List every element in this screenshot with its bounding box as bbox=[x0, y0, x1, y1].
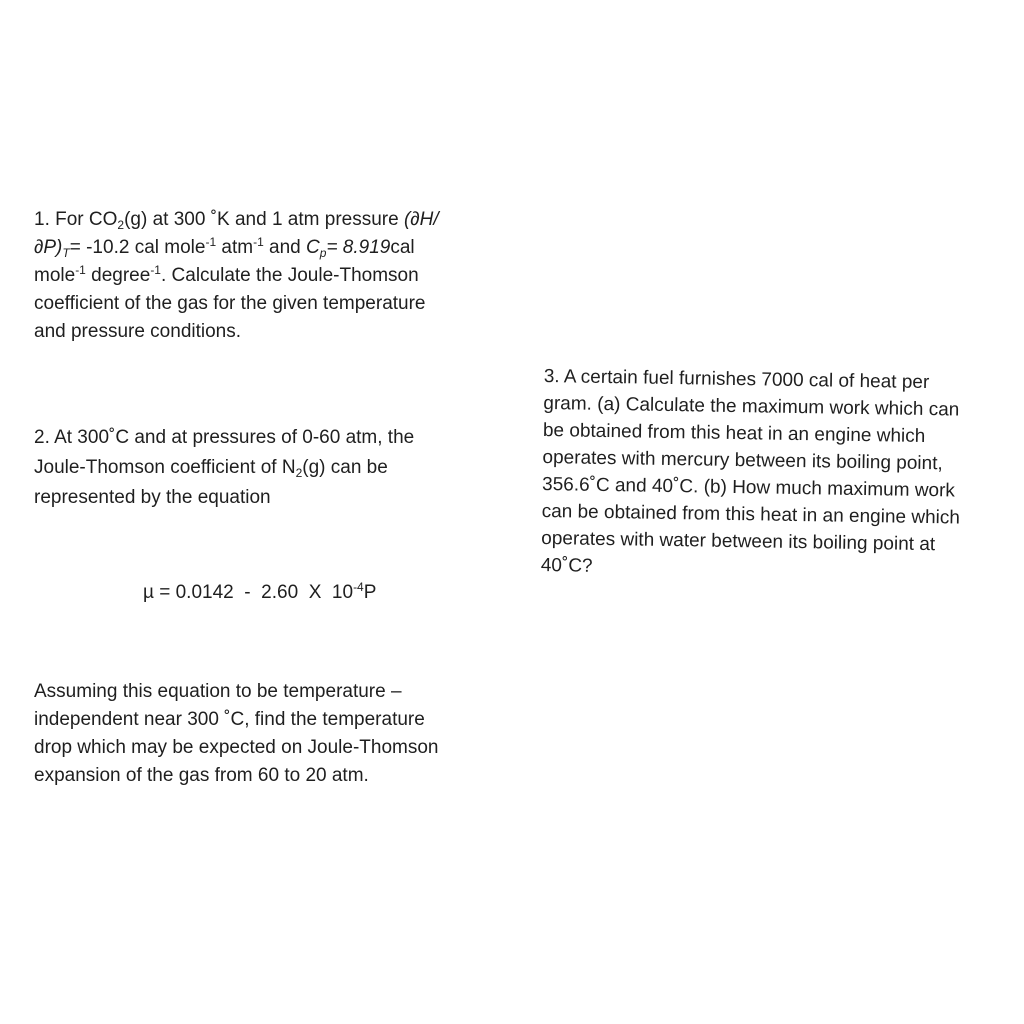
q1-cp-symbol: C bbox=[306, 237, 320, 258]
q3-line-1: 3. A certain fuel furnishes 7000 cal of heat per bbox=[543, 365, 930, 394]
q3-line-4: operates with mercury between its boiling point, bbox=[542, 446, 943, 475]
q1-subscript: 2 bbox=[117, 218, 125, 232]
q1-superscript: -1 bbox=[150, 263, 161, 277]
equation-text: P bbox=[363, 582, 377, 603]
q1-subscript: T bbox=[62, 246, 70, 260]
q3-line-7: operates with water between its boiling point at bbox=[541, 527, 936, 556]
q2-line-3: represented by the equation bbox=[34, 487, 271, 508]
q2-paragraph-line-2: independent near 300 ˚C, find the temperature bbox=[34, 709, 425, 730]
q1-text: . Calculate the Joule-Thomson bbox=[160, 265, 419, 286]
q1-cp-value: = 8.919 bbox=[326, 237, 391, 258]
q1-partial-derivative: ∂P) bbox=[34, 237, 63, 258]
q2-paragraph-line-4: expansion of the gas from 60 to 20 atm. bbox=[34, 765, 369, 786]
q1-text: atm bbox=[216, 237, 254, 258]
question-1 bbox=[34, 206, 514, 346]
q2-paragraph-line-3: drop which may be expected on Joule-Thomson bbox=[34, 737, 439, 758]
q3-line-5: 356.6˚C and 40˚C. (b) How much maximum work bbox=[541, 473, 956, 502]
equation-exponent: -4 bbox=[353, 580, 364, 594]
question-2 bbox=[34, 423, 504, 513]
q1-line-1 bbox=[34, 206, 514, 234]
q1-subscript: p bbox=[319, 246, 327, 260]
question-2-assumption bbox=[34, 678, 514, 790]
q3-line-8: 40˚C? bbox=[540, 554, 593, 577]
q1-text: (g) at 300 ˚K and 1 atm pressure bbox=[124, 209, 404, 230]
q1-superscript: -1 bbox=[253, 235, 264, 249]
q1-text: = -10.2 cal mole bbox=[69, 237, 206, 258]
q3-line-2: gram. (a) Calculate the maximum work which can bbox=[543, 392, 960, 421]
q2-line-2 bbox=[34, 453, 504, 483]
q1-partial-derivative: (∂H/ bbox=[403, 209, 439, 230]
q2-text: Joule-Thomson coefficient of N bbox=[34, 457, 296, 478]
question-3 bbox=[541, 363, 1004, 586]
q1-superscript: -1 bbox=[75, 263, 86, 277]
q1-superscript: -1 bbox=[205, 235, 217, 249]
q2-subscript: 2 bbox=[295, 466, 303, 480]
q2-line-1: 2. At 300˚C and at pressures of 0-60 atm, the bbox=[34, 427, 415, 448]
q2-text: (g) can be bbox=[302, 457, 388, 478]
q1-text: mole bbox=[34, 265, 76, 286]
q2-paragraph-line-1: Assuming this equation to be temperature – bbox=[34, 681, 402, 702]
q1-line-5: and pressure conditions. bbox=[34, 321, 242, 342]
q3-line-3: be obtained from this heat in an engine which bbox=[542, 419, 926, 447]
joule-thomson-equation bbox=[143, 582, 376, 604]
q1-text: 1. For CO bbox=[34, 209, 118, 230]
q1-line-3 bbox=[34, 262, 514, 290]
q1-text: and bbox=[263, 237, 307, 258]
q1-line-4: coefficient of the gas for the given temperature bbox=[34, 293, 426, 314]
q3-line-6: can be obtained from this heat in an engine which bbox=[541, 500, 961, 529]
equation-text: µ = 0.0142 - 2.60 X 10 bbox=[143, 582, 354, 603]
q1-text: cal bbox=[390, 237, 415, 258]
q1-text: degree bbox=[85, 265, 151, 286]
q1-line-2 bbox=[34, 234, 514, 262]
